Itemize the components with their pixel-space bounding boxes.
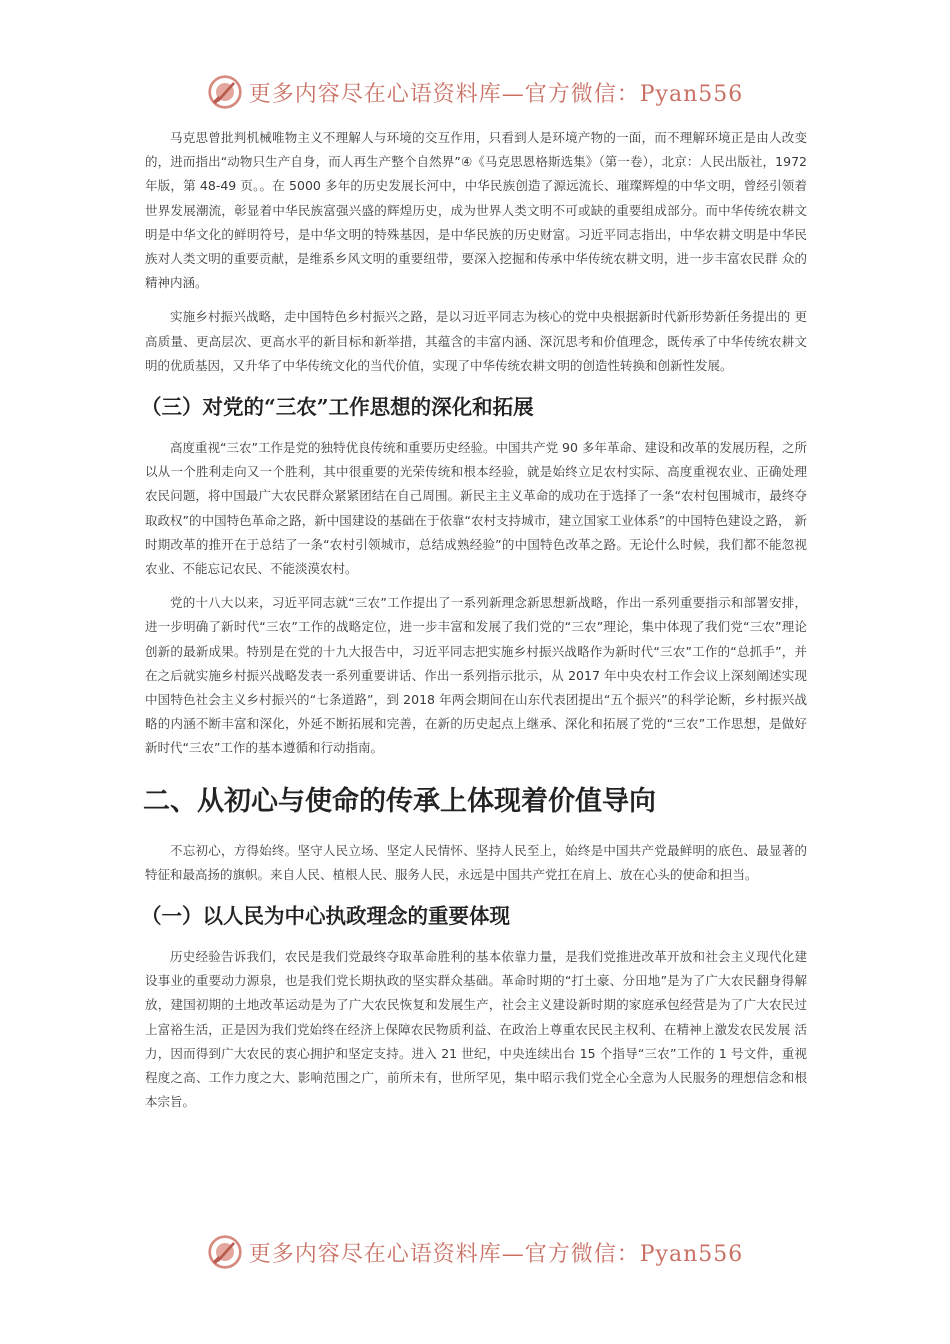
seal-logo-icon — [207, 74, 243, 110]
subheading-one: （一）以人民为中心执政理念的重要体现 — [141, 904, 510, 929]
header-banner — [0, 70, 950, 114]
paragraph-2: 实施乡村振兴战略，走中国特色乡村振兴之路，是以习近平同志为核心的党中央根据新时代新形势新任务提出的 更高质量、更高层次、更高水平的新目标和新举措，其蕴含的丰富内涵、深沉思考和价值理念，既传承了中华传统农耕文明的优质基因，又升华了中华传统文化的当代价值，实现了中华传统农耕文明的创造性转换和创新性发展。 — [145, 309, 807, 373]
subheading-three: （三）对党的“三农”工作思想的深化和拓展 — [141, 395, 534, 420]
section-heading-two: 二、从初心与使命的传承上体现着价值导向 — [143, 785, 656, 817]
paragraph-1: 马克思曾批判机械唯物主义不理解人与环境的交互作用，只看到人是环境产物的一面，而不理解环境正是由人改变的，进而指出“动物只生产自身，而人再生产整个自然界”④《马克思恩格斯选集》（第一卷），北京：人民出版社，1972 年版，第 48-49 页。。在 5000 多年的历史发展长河中，中华民族创造了源远流长、璀璨辉煌的中华文明，曾经引领着世界发展潮流，彰显着中华民族富强兴盛的辉煌历史，成为世界人类文明不可或缺的重要组成部分。而中华传统农耕文明是中华文化的鲜明符号，是中华文明的特殊基因，是中华民族的历史财富。习近平同志指出，中华农耕文明是中华民族对人类文明的重要贡献，是维系乡风文明的重要纽带，要深入挖掘和传承中华传统农耕文明，进一步丰富农民群 众的精神内涵。 — [145, 130, 807, 291]
seal-logo-icon — [207, 1234, 243, 1270]
document-body — [141, 126, 807, 1125]
paragraph-4: 党的十八大以来，习近平同志就“三农”工作提出了一系列新理念新思想新战略，作出一系列重要指示和部署安排，进一步明确了新时代“三农”工作的战略定位，进一步丰富和发展了我们党的“三农”理论，集中体现了我们党“三农”理论创新的最新成果。特别是在党的十九大报告中，习近平同志把实施乡村振兴战略作为新时代“三农”工作的“总抓手”，并在之后就实施乡村振兴战略发表一系列重要讲话、作出一系列指示批示，从 2017 年中央农村工作会议上深刻阐述实现中国特色社会主义乡村振兴的“七条道路”，到 2018 年两会期间在山东代表团提出“五个振兴”的科学论断，乡村振兴战略的内涵不断丰富和深化，外延不断拓展和完善，在新的历史起点上继承、深化和拓展了党的“三农”工作思想，是做好新时代“三农”工作的基本遵循和行动指南。 — [145, 595, 807, 756]
paragraph-3: 高度重视“三农”工作是党的独特优良传统和重要历史经验。中国共产党 90 多年革命、建设和改革的发展历程，之所以从一个胜利走向又一个胜利，其中很重要的光荣传统和根本经验，就是始终立足农村实际、高度重视农业、正确处理农民问题，将中国最广大农民群众紧紧团结在自己周围。新民主主义革命的成功在于选择了一条“农村包围城市，最终夺取政权”的中国特色革命之路，新中国建设的基础在于依靠“农村支持城市，建立国家工业体系”的中国特色建设之路， 新时期改革的推开在于总结了一条“农村引领城市，总结成熟经验”的中国特色改革之路。无论什么时候，我们都不能忽视农业、不能忘记农民、不能淡漠农村。 — [145, 440, 807, 577]
footer-banner-text: 更多内容尽在心语资料库—官方微信：Pyan556 — [248, 1241, 744, 1267]
paragraph-5: 不忘初心，方得始终。坚守人民立场、坚定人民情怀、坚持人民至上，始终是中国共产党最鲜明的底色、最显著的特征和最高扬的旗帜。来自人民、植根人民、服务人民，永远是中国共产党扛在肩上、放在心头的使命和担当。 — [145, 842, 807, 882]
header-banner-text: 更多内容尽在心语资料库—官方微信：Pyan556 — [248, 81, 744, 107]
footer-banner — [0, 1230, 950, 1274]
paragraph-6: 历史经验告诉我们，农民是我们党最终夺取革命胜利的基本依靠力量，是我们党推进改革开放和社会主义现代化建设事业的重要动力源泉，也是我们党长期执政的坚实群众基础。革命时期的“打土豪、分田地”是为了广大农民翻身得解放，建国初期的土地改革运动是为了广大农民恢复和发展生产，社会主义建设新时期的家庭承包经营是为了广大农民过上富裕生活，正是因为我们党始终在经济上保障农民物质利益、在政治上尊重农民民主权利、在精神上激发农民发展 活力，因而得到广大农民的衷心拥护和坚定支持。进入 21 世纪，中央连续出台 15 个指导“三农”工作的 1 号文件，重视程度之高、工作力度之大、影响范围之广，前所未有，世所罕见，集中昭示我们党全心全意为人民服务的理想信念和根本宗旨。 — [145, 949, 807, 1110]
